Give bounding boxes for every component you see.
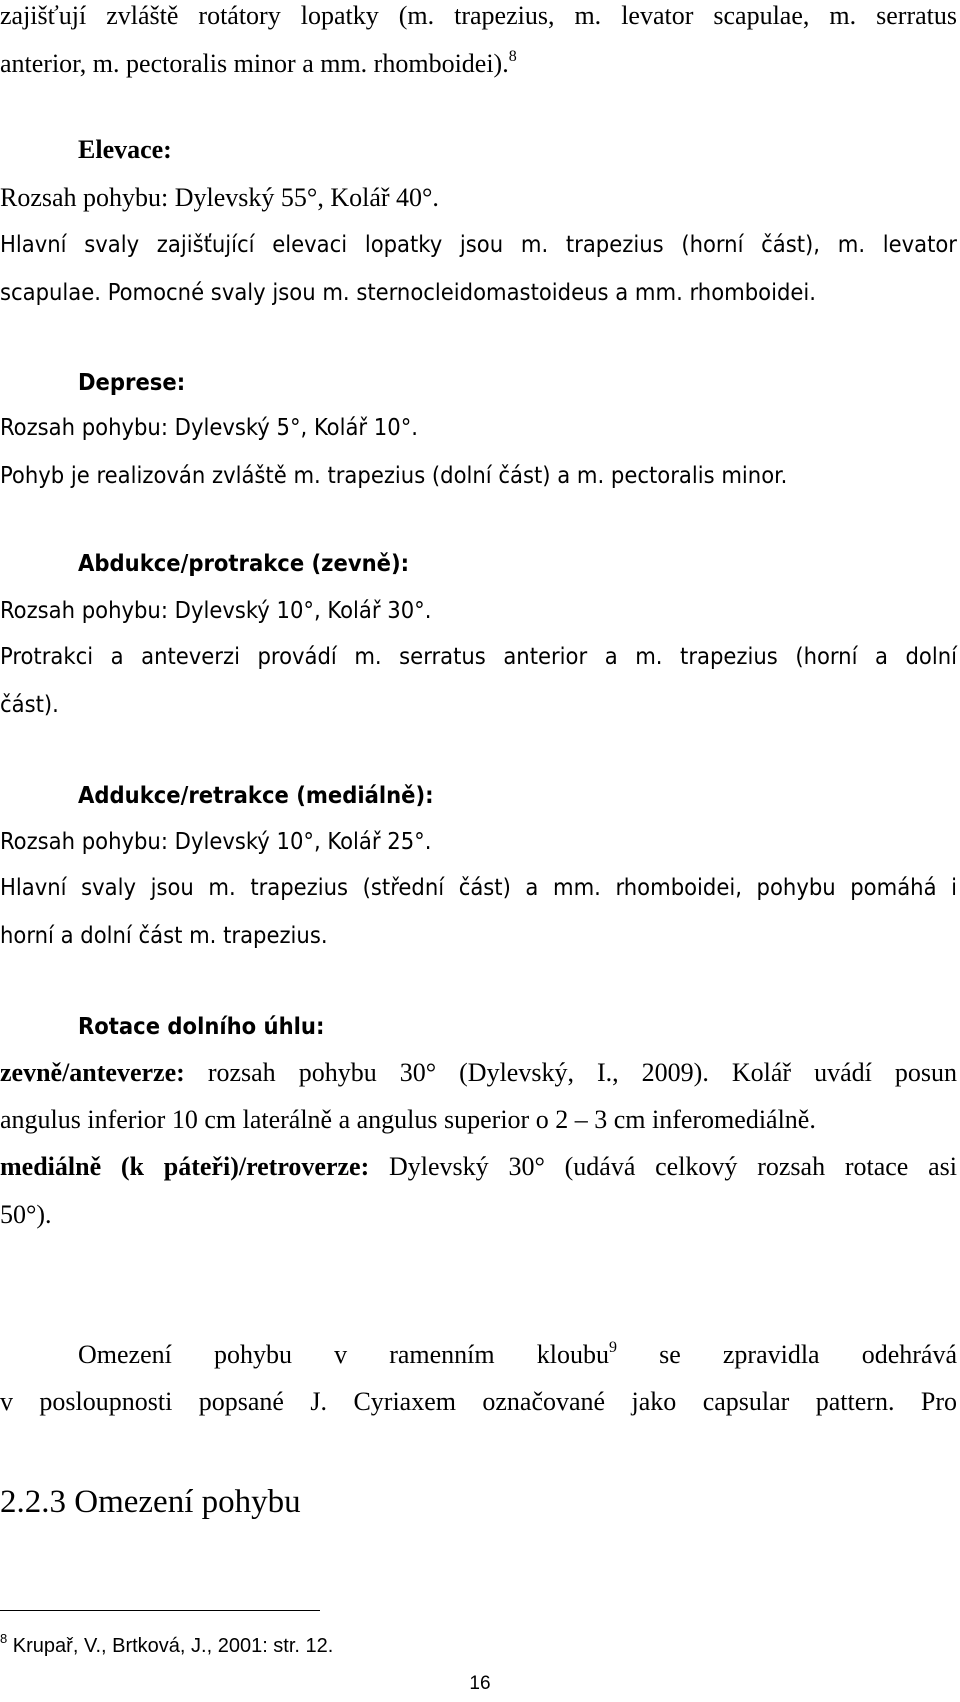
footnote-ref-8[interactable]: 8 [508,48,517,65]
footnote-separator [0,1610,320,1611]
addukce-text-1: Hlavní svaly jsou m. trapezius (střední část) a mm. rhomboidei, pohybu pomáhá i [0,873,957,901]
intro-line-1: zajišťují zvláště rotátory lopatky (m. trapezius, m. levator scapulae, m. serratus [0,1,957,30]
footnote-marker: 8 [0,1631,8,1646]
rotace-line-3 [0,1151,957,1183]
addukce-text-2: horní a dolní část m. trapezius. [0,921,328,949]
section-para-line-1-b: se zpravidla odehrává [659,1340,957,1369]
heading-deprese: Deprese: [78,368,186,396]
addukce-range: Rozsah pohybu: Dylevský 10°, Kolář 25°. [0,827,432,855]
heading-addukce: Addukce/retrakce (mediálně): [78,781,434,809]
footnote-ref-9[interactable]: 9 [608,1339,617,1356]
elevace-text-1: Hlavní svaly zajišťující elevaci lopatky jsou m. trapezius (horní část), m. levator [0,230,957,258]
rotace-line-1-text: rozsah pohybu 30° (Dylevský, I., 2009). Kolář uvádí posun [207,1058,958,1087]
deprese-text-1: Pohyb je realizován zvláště m. trapezius (dolní část) a m. pectoralis minor. [0,461,788,489]
intro-line-2-text: anterior, m. pectoralis minor a mm. rhomboidei). [0,49,509,78]
rotace-line-1 [0,1057,957,1089]
page-number: 16 [469,1673,491,1694]
rotace-line-3-text: Dylevský 30° (udává celkový rozsah rotace asi [389,1152,957,1181]
abdukce-range: Rozsah pohybu: Dylevský 10°, Kolář 30°. [0,596,432,624]
section-title: 2.2.3 Omezení pohybu [0,1484,301,1520]
abdukce-text-2: část). [0,690,59,718]
heading-rotace: Rotace dolního úhlu: [78,1012,325,1040]
rotace-line-3-label: mediálně (k páteři)/retroverze: [0,1152,370,1181]
elevace-text-2: scapulae. Pomocné svaly jsou m. sternocleidomastoideus a mm. rhomboidei. [0,278,816,306]
section-para-line-1 [78,1339,957,1371]
heading-abdukce: Abdukce/protrakce (zevně): [78,549,410,577]
heading-elevace: Elevace: [78,135,172,164]
elevace-range: Rozsah pohybu: Dylevský 55°, Kolář 40°. [0,183,439,212]
rotace-line-4: 50°). [0,1200,52,1229]
deprese-range: Rozsah pohybu: Dylevský 5°, Kolář 10°. [0,413,418,441]
rotace-line-1-label: zevně/anteverze: [0,1058,185,1087]
section-para-line-1-a: Omezení pohybu v ramenním kloubu [78,1340,609,1369]
footnote [0,1633,333,1659]
section-para-line-2: v posloupnosti popsané J. Cyriaxem označované jako capsular pattern. Pro [0,1387,957,1416]
intro-line-2 [0,48,517,80]
abdukce-text-1: Protrakci a anteverzi provádí m. serratus anterior a m. trapezius (horní a dolní [0,642,957,670]
footnote-text: Krupař, V., Brtková, J., 2001: str. 12. [12,1635,334,1657]
rotace-line-2: angulus inferior 10 cm laterálně a angulus superior o 2 – 3 cm inferomediálně. [0,1105,816,1134]
